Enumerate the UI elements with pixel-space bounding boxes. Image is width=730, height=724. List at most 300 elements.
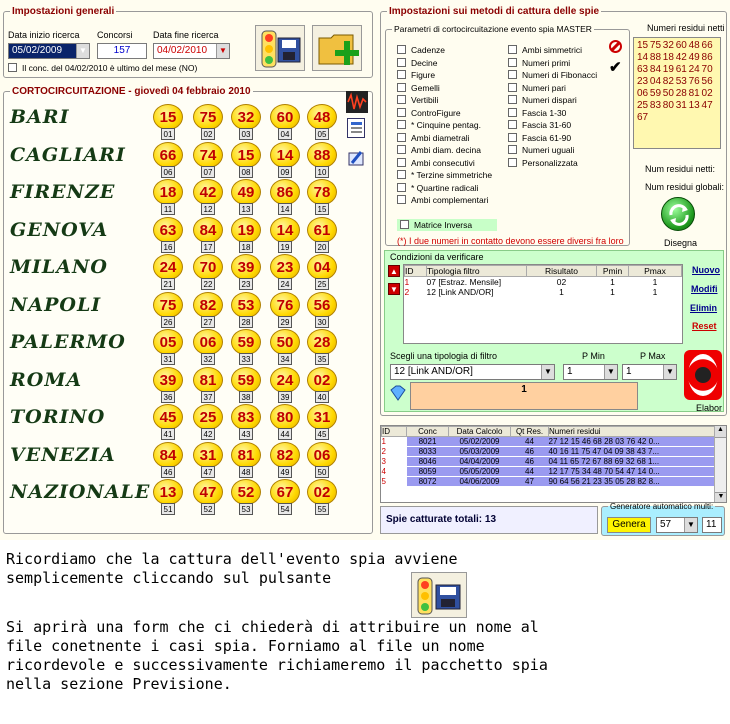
number-bulb[interactable] xyxy=(231,292,261,328)
number-bulb[interactable] xyxy=(307,367,337,403)
chevron-down-icon[interactable]: ▼ xyxy=(684,518,697,532)
checkbox-box[interactable] xyxy=(397,145,406,154)
number-bulb[interactable] xyxy=(231,479,261,515)
bulb-number: 05 xyxy=(153,329,183,355)
disegna-label: Disegna xyxy=(664,238,698,248)
number-bulb[interactable] xyxy=(270,479,300,515)
bulb-number: 81 xyxy=(193,367,223,393)
pmax-value: 1 xyxy=(626,366,632,377)
bulb-index: 43 xyxy=(239,428,253,440)
number-bulb[interactable] xyxy=(153,292,183,328)
edit-icon[interactable] xyxy=(347,149,365,167)
bulb-index: 08 xyxy=(239,166,253,178)
bulb-index: 33 xyxy=(239,353,253,365)
number-bulb[interactable] xyxy=(307,254,337,290)
number-bulb[interactable] xyxy=(153,104,183,140)
condition-cell: 1 xyxy=(404,277,410,287)
bulb-index: 54 xyxy=(278,503,292,515)
bulb-index: 32 xyxy=(201,353,215,365)
param-checkbox[interactable] xyxy=(397,133,470,143)
bulb-number: 02 xyxy=(307,479,337,505)
bulb-index: 06 xyxy=(161,166,175,178)
number-bulb[interactable] xyxy=(307,292,337,328)
number-bulb[interactable] xyxy=(193,104,223,140)
bulb-number: 66 xyxy=(153,142,183,168)
param-checkbox[interactable] xyxy=(397,95,438,105)
param-checkbox[interactable] xyxy=(397,58,437,68)
scrollbar[interactable]: ▲ ▼ xyxy=(714,426,726,503)
number-bulb[interactable] xyxy=(153,254,183,290)
city-name: BARI xyxy=(10,106,70,128)
filter-select[interactable] xyxy=(390,364,555,380)
result-cell: 46 xyxy=(511,447,549,457)
checkbox-box[interactable] xyxy=(508,133,517,142)
checkmark-icon[interactable]: ✔ xyxy=(609,59,622,76)
bulb-index: 17 xyxy=(201,241,215,253)
param-checkbox[interactable] xyxy=(397,45,445,55)
gem-icon[interactable] xyxy=(388,384,408,402)
generator-select[interactable] xyxy=(656,517,698,533)
concorsi-field[interactable] xyxy=(97,43,147,59)
pmin-label: P Min xyxy=(582,351,605,361)
number-bulb[interactable] xyxy=(270,404,300,440)
result-cell: 1 xyxy=(382,437,407,447)
bulb-index: 29 xyxy=(278,316,292,328)
number-bulb[interactable] xyxy=(307,479,337,515)
bulb-number: 59 xyxy=(231,329,261,355)
number-bulb[interactable] xyxy=(193,367,223,403)
chevron-down-icon[interactable]: ▼ xyxy=(604,365,617,379)
number-bulb[interactable] xyxy=(193,479,223,515)
bulb-index: 26 xyxy=(161,316,175,328)
genera-button[interactable]: Genera xyxy=(607,517,651,533)
bulb-number: 81 xyxy=(231,442,261,468)
result-row[interactable] xyxy=(382,467,715,477)
bulb-index: 44 xyxy=(278,428,292,440)
number-bulb[interactable] xyxy=(153,217,183,253)
param-checkbox[interactable] xyxy=(508,95,577,105)
bulb-number: 76 xyxy=(270,292,300,318)
result-cell: 90 64 56 21 23 35 05 28 82 8... xyxy=(549,477,715,487)
number-bulb[interactable] xyxy=(153,404,183,440)
number-bulb[interactable] xyxy=(270,254,300,290)
reset-link[interactable]: Reset xyxy=(692,321,717,331)
bulb-number: 39 xyxy=(153,367,183,393)
bulb-number: 24 xyxy=(153,254,183,280)
param-label: Vertibili xyxy=(411,95,439,105)
checkbox-box[interactable] xyxy=(508,158,517,167)
traffic-light-save-icon xyxy=(256,26,306,72)
city-name: NAPOLI xyxy=(10,293,102,316)
matrice-label: Matrice Inversa xyxy=(414,220,473,230)
bulb-index: 22 xyxy=(201,278,215,290)
col-ris[interactable]: Risultato xyxy=(527,266,597,277)
bulb-number: 60 xyxy=(270,104,300,130)
param-label: Numeri pari xyxy=(522,82,566,93)
checkbox-box[interactable] xyxy=(397,108,406,117)
number-bulb[interactable] xyxy=(193,292,223,328)
chevron-down-icon[interactable]: ▼ xyxy=(663,365,676,379)
result-row[interactable] xyxy=(382,477,715,487)
number-bulb[interactable] xyxy=(307,329,337,365)
number-bulb[interactable] xyxy=(231,442,261,478)
params-warning: (*) I due numeri in contatto devono essere diversi fra loro xyxy=(397,236,624,246)
result-value: 1 xyxy=(521,384,527,395)
bulb-number: 32 xyxy=(231,104,261,130)
inline-save-icon xyxy=(411,572,467,618)
checkbox-box[interactable] xyxy=(397,195,406,204)
param-checkbox[interactable] xyxy=(397,195,488,205)
concorsi-value: 157 xyxy=(113,45,131,56)
paragraph-line-3: Si aprirà una form che ci chiederà di attribuire un nome al xyxy=(6,618,539,636)
checkbox-box[interactable] xyxy=(508,45,517,54)
bulb-number: 56 xyxy=(307,292,337,318)
checkbox-box[interactable] xyxy=(8,63,17,72)
bulb-number: 47 xyxy=(193,479,223,505)
pmax-select[interactable] xyxy=(622,364,677,380)
number-bulb[interactable] xyxy=(270,292,300,328)
checkbox-box[interactable] xyxy=(397,133,406,142)
bulb-number: 06 xyxy=(307,442,337,468)
number-bulb[interactable] xyxy=(270,104,300,140)
number-bulb[interactable] xyxy=(153,179,183,215)
bulb-number: 13 xyxy=(153,479,183,505)
param-label: Ambi complementari xyxy=(411,195,489,205)
modifica-link[interactable]: Modifi xyxy=(691,284,718,294)
number-bulb[interactable] xyxy=(270,142,300,178)
number-bulb[interactable] xyxy=(153,329,183,365)
condition-cell: 1 xyxy=(652,277,658,287)
bulb-number: 48 xyxy=(307,104,337,130)
checkbox-box[interactable] xyxy=(397,170,406,179)
number-bulb[interactable] xyxy=(193,142,223,178)
param-checkbox[interactable] xyxy=(397,70,435,80)
disegna-button[interactable] xyxy=(661,197,695,231)
bulb-number: 84 xyxy=(153,442,183,468)
number-bulb[interactable] xyxy=(231,367,261,403)
bulb-number: 50 xyxy=(270,329,300,355)
number-bulb[interactable] xyxy=(153,142,183,178)
number-bulb[interactable] xyxy=(231,104,261,140)
general-settings-title: Impostazioni generali xyxy=(12,6,115,17)
bulb-index: 36 xyxy=(161,391,175,403)
chevron-down-icon[interactable]: ▼ xyxy=(76,44,89,58)
condition-row[interactable] xyxy=(405,287,682,297)
bulb-index: 25 xyxy=(315,278,329,290)
remove-condition-icon[interactable]: ▼ xyxy=(388,283,400,295)
result-cell: 04 11 65 72 67 88 69 32 68 1... xyxy=(549,457,715,467)
checkbox-box[interactable] xyxy=(508,120,517,129)
start-date-field[interactable] xyxy=(8,43,90,59)
methods-title: Impostazioni sui metodi di cattura delle spie xyxy=(389,6,600,17)
number-bulb[interactable] xyxy=(153,367,183,403)
checkbox-box[interactable] xyxy=(397,120,406,129)
bulb-number: 02 xyxy=(307,367,337,393)
result-row[interactable] xyxy=(382,457,715,467)
document-icon[interactable] xyxy=(347,118,365,138)
bulb-number: 25 xyxy=(193,404,223,430)
result-cell: 2 xyxy=(382,447,407,457)
number-bulb[interactable] xyxy=(193,404,223,440)
paragraph-line-6: nella sezione Previsione. xyxy=(6,675,232,693)
param-checkbox[interactable] xyxy=(397,158,475,168)
checkbox-box[interactable] xyxy=(397,45,406,54)
nuovo-link[interactable]: Nuovo xyxy=(692,265,720,275)
result-row[interactable] xyxy=(382,437,715,447)
result-cell: 44 xyxy=(511,437,549,447)
bulb-index: 14 xyxy=(278,203,292,215)
param-label: Ambi simmetrici xyxy=(522,45,582,55)
end-date-field[interactable] xyxy=(153,43,230,59)
checkbox-box[interactable] xyxy=(397,158,406,167)
param-checkbox[interactable] xyxy=(397,120,481,130)
condition-row[interactable] xyxy=(405,277,682,288)
bulb-number: 42 xyxy=(193,179,223,205)
residui-box xyxy=(633,37,721,149)
number-bulb[interactable] xyxy=(231,329,261,365)
param-checkbox[interactable] xyxy=(508,158,578,168)
bulb-index: 15 xyxy=(315,203,329,215)
chevron-down-icon[interactable]: ▼ xyxy=(541,365,554,379)
number-bulb[interactable] xyxy=(270,367,300,403)
city-name: CAGLIARI xyxy=(10,143,126,166)
params-title: Parametri di cortocircuitazione evento spia MASTER xyxy=(394,24,592,34)
condition-cell: 2 xyxy=(404,287,410,297)
result-cell: 12 17 75 34 48 70 54 47 14 0... xyxy=(549,467,715,477)
bulb-number: 75 xyxy=(153,292,183,318)
checkbox-box[interactable] xyxy=(397,83,406,92)
checkbox-box[interactable] xyxy=(508,70,517,79)
col-id[interactable]: ID xyxy=(405,266,427,277)
condition-cell: 07 [Estraz. Mensile] xyxy=(426,277,502,287)
checkbox-box[interactable] xyxy=(397,70,406,79)
globali-label: Num residui globali: xyxy=(645,182,725,192)
number-bulb[interactable] xyxy=(231,142,261,178)
bulb-number: 80 xyxy=(270,404,300,430)
param-checkbox[interactable] xyxy=(508,58,570,68)
bulb-index: 24 xyxy=(278,278,292,290)
param-label: Gemelli xyxy=(411,82,440,93)
number-bulb[interactable] xyxy=(153,479,183,515)
bulb-index: 12 xyxy=(201,203,215,215)
param-label: Figure xyxy=(411,70,436,80)
bulb-number: 70 xyxy=(193,254,223,280)
bulb-index: 38 xyxy=(239,391,253,403)
netti-label: Num residui netti: xyxy=(645,164,716,174)
city-name: GENOVA xyxy=(10,218,109,241)
filter-value: 12 [Link AND/OR] xyxy=(394,366,473,377)
add-condition-icon[interactable]: ▲ xyxy=(388,265,400,277)
bulb-number: 24 xyxy=(270,367,300,393)
param-checkbox[interactable] xyxy=(508,145,574,155)
result-cell: 8021 xyxy=(407,437,449,447)
filter-label: Scegli una tipologia di filtro xyxy=(390,351,498,361)
end-date-label: Data fine ricerca xyxy=(153,30,219,40)
res-col-qt[interactable]: Qt Res. xyxy=(511,427,549,437)
bulb-number: 78 xyxy=(307,179,337,205)
checkbox-box[interactable] xyxy=(397,58,406,67)
bulb-number: 06 xyxy=(193,329,223,355)
residui-label: Numeri residui netti xyxy=(647,23,725,33)
param-checkbox[interactable] xyxy=(508,70,597,80)
number-bulb[interactable] xyxy=(307,442,337,478)
param-checkbox[interactable] xyxy=(397,145,481,155)
bulb-number: 59 xyxy=(231,367,261,393)
chevron-down-icon[interactable]: ▼ xyxy=(216,44,229,58)
checkbox-box[interactable] xyxy=(397,183,406,192)
param-checkbox[interactable] xyxy=(508,45,582,55)
condition-cell: 1 xyxy=(559,287,564,297)
param-checkbox[interactable] xyxy=(508,133,571,143)
start-date-value: 05/02/2009 xyxy=(12,45,63,56)
checkbox-box[interactable] xyxy=(508,58,517,67)
bulb-index: 45 xyxy=(315,428,329,440)
number-bulb[interactable] xyxy=(193,442,223,478)
bulb-number: 15 xyxy=(153,104,183,130)
elabora-label: Elabor xyxy=(696,403,723,413)
results-table xyxy=(380,425,727,503)
generator-title: Generatore automatico multi: xyxy=(610,502,714,511)
bulb-index: 55 xyxy=(315,503,329,515)
bulb-number: 14 xyxy=(270,217,300,243)
condition-cell: 12 [Link AND/OR] xyxy=(426,287,494,297)
conditions-title: Condizioni da verificare xyxy=(390,252,484,262)
generator-extra-value: 11 xyxy=(706,519,717,530)
city-name: FIRENZE xyxy=(10,181,116,203)
bulb-number: 61 xyxy=(307,217,337,243)
result-cell: 8059 xyxy=(407,467,449,477)
pmin-select[interactable] xyxy=(563,364,618,380)
param-checkbox[interactable] xyxy=(508,120,571,130)
col-pmin[interactable]: Pmin xyxy=(597,266,629,277)
result-cell: 05/05/2009 xyxy=(449,467,511,477)
col-tipo[interactable]: Tipologia filtro xyxy=(427,266,527,277)
bulb-index: 02 xyxy=(201,128,215,140)
number-bulb[interactable] xyxy=(307,142,337,178)
number-bulb[interactable] xyxy=(153,442,183,478)
checkbox-box[interactable] xyxy=(508,95,517,104)
number-bulb[interactable] xyxy=(231,404,261,440)
prohibited-icon[interactable] xyxy=(609,40,622,53)
res-col-conc[interactable]: Conc xyxy=(407,427,449,437)
param-checkbox[interactable] xyxy=(397,183,479,193)
res-col-id[interactable]: ID xyxy=(382,427,407,437)
result-cell: 4 xyxy=(382,467,407,477)
waveform-icon[interactable] xyxy=(346,91,368,113)
condition-cell: 1 xyxy=(652,287,658,297)
bulb-number: 14 xyxy=(270,142,300,168)
number-bulb[interactable] xyxy=(193,329,223,365)
bulb-index: 50 xyxy=(315,466,329,478)
elabora-button[interactable] xyxy=(684,350,722,400)
checkbox-box[interactable] xyxy=(508,145,517,154)
save-spy-button[interactable] xyxy=(255,25,305,71)
total-label: Spie catturate totali: 13 xyxy=(386,514,497,525)
city-name: TORINO xyxy=(10,406,106,428)
bulb-number: 67 xyxy=(270,479,300,505)
res-col-data[interactable]: Data Calcolo xyxy=(449,427,511,437)
number-bulb[interactable] xyxy=(231,254,261,290)
condition-cell: 02 xyxy=(556,277,567,287)
end-date-value: 04/02/2010 xyxy=(157,45,208,56)
number-bulb[interactable] xyxy=(231,179,261,215)
number-bulb[interactable] xyxy=(270,217,300,253)
number-bulb[interactable] xyxy=(270,442,300,478)
number-bulb[interactable] xyxy=(307,217,337,253)
checkbox-box[interactable] xyxy=(397,95,406,104)
res-col-nums[interactable]: Numeri residui xyxy=(549,427,715,437)
param-label: * Cinquine pentag. xyxy=(411,120,481,130)
number-bulb[interactable] xyxy=(193,254,223,290)
result-cell: 8033 xyxy=(407,447,449,457)
result-row[interactable] xyxy=(382,447,715,457)
checkbox-box[interactable] xyxy=(400,220,409,229)
condition-cell: 1 xyxy=(610,277,615,287)
number-bulb[interactable] xyxy=(231,217,261,253)
bulb-number: 82 xyxy=(193,292,223,318)
generator-value: 57 xyxy=(660,519,672,530)
checkbox-box[interactable] xyxy=(508,83,517,92)
last-month-checkbox[interactable] xyxy=(8,63,197,73)
result-cell: 04/04/2009 xyxy=(449,457,511,467)
result-cell: 40 16 11 75 47 04 09 38 43 7... xyxy=(549,447,715,457)
conditions-table xyxy=(403,264,683,344)
number-bulb[interactable] xyxy=(270,329,300,365)
number-bulb[interactable] xyxy=(307,104,337,140)
bulb-index: 16 xyxy=(161,241,175,253)
generator-extra[interactable] xyxy=(702,517,722,533)
bulb-number: 88 xyxy=(307,142,337,168)
col-pmax[interactable]: Pmax xyxy=(629,266,682,277)
param-checkbox[interactable] xyxy=(508,108,566,118)
param-label: * Terzine simmetriche xyxy=(411,170,493,180)
bulb-index: 53 xyxy=(239,503,253,515)
result-cell: 27 12 15 46 68 28 03 76 42 0... xyxy=(549,437,715,447)
paragraph-line-1: Ricordiamo che la cattura dell'evento spia avviene xyxy=(6,550,458,568)
pmin-value: 1 xyxy=(567,366,573,377)
param-checkbox[interactable] xyxy=(508,83,566,93)
result-box[interactable] xyxy=(410,382,638,410)
refresh-icon xyxy=(662,198,696,232)
bulb-index: 23 xyxy=(239,278,253,290)
pmax-label: P Max xyxy=(640,351,666,361)
new-folder-button[interactable] xyxy=(312,25,362,71)
bulb-index: 01 xyxy=(161,128,175,140)
bulb-index: 21 xyxy=(161,278,175,290)
bulb-index: 04 xyxy=(278,128,292,140)
city-name: NAZIONALE xyxy=(10,481,151,503)
bulb-number: 52 xyxy=(231,479,261,505)
number-bulb[interactable] xyxy=(307,179,337,215)
number-bulb[interactable] xyxy=(307,404,337,440)
param-checkbox[interactable] xyxy=(397,170,492,180)
param-label: Numeri uguali xyxy=(522,145,575,155)
param-checkbox[interactable] xyxy=(397,108,461,118)
result-cell: 47 xyxy=(511,477,549,487)
number-bulb[interactable] xyxy=(270,179,300,215)
checkbox-box[interactable] xyxy=(508,108,517,117)
bulb-index: 39 xyxy=(278,391,292,403)
number-bulb[interactable] xyxy=(193,179,223,215)
bulb-index: 18 xyxy=(239,241,253,253)
param-checkbox[interactable] xyxy=(397,83,440,93)
bulb-index: 10 xyxy=(315,166,329,178)
elimina-link[interactable]: Elimin xyxy=(690,303,718,313)
bulb-index: 13 xyxy=(239,203,253,215)
matrice-checkbox[interactable] xyxy=(397,219,497,231)
param-label: Ambi consecutivi xyxy=(411,157,475,168)
number-bulb[interactable] xyxy=(193,217,223,253)
